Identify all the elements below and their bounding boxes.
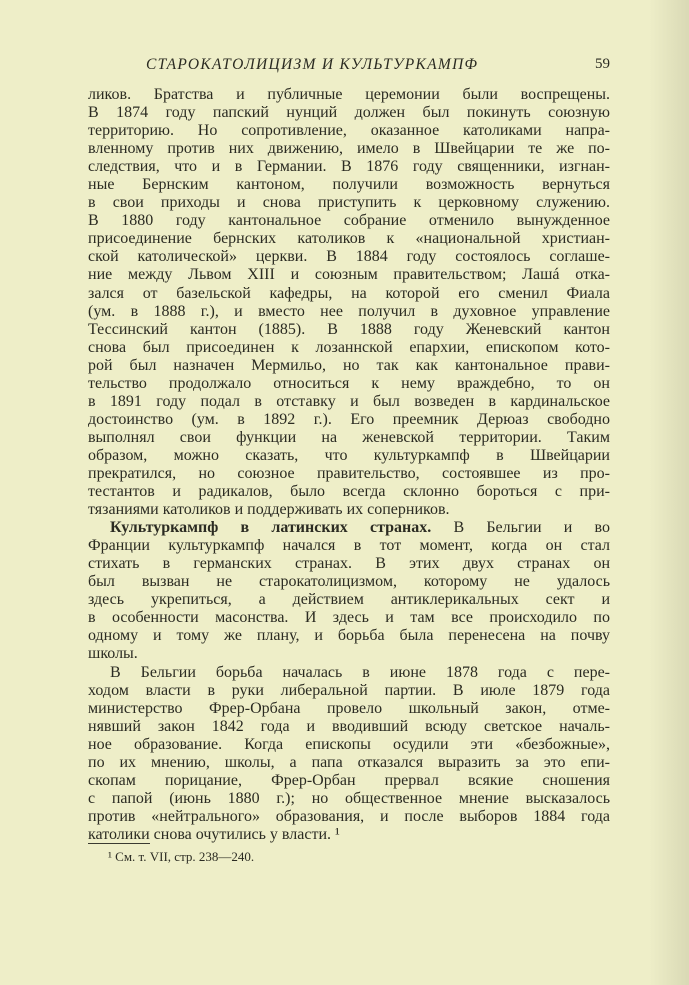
section-heading: Культуркампф в латинских странах.	[110, 519, 432, 537]
text-line: одному и тому же плану, и борьба была перенесена на почву	[88, 627, 610, 645]
text-line: зался от базельской кафедры, на которой его сменил Фиала	[88, 284, 610, 302]
text-line: В 1880 году кантональное собрание отменило вынужденное	[88, 212, 610, 230]
text-line: снова был присоединен к лозаннской епархии, епископом кото-	[88, 338, 610, 356]
text-line: ное образование. Когда епископы осудили эти «безбожные»,	[88, 735, 610, 753]
paragraph	[88, 664, 610, 844]
paragraph	[88, 519, 610, 663]
page-number: 59	[595, 56, 610, 72]
text-line: ходом власти в руки либеральной партии. В июле 1879 года	[88, 681, 610, 699]
text-line: министерство Фрер-Орбана провело школьный закон, отме-	[88, 699, 610, 717]
text-line: В 1874 году папский нунций должен был покинуть союзную	[88, 104, 610, 122]
text-line: нявший закон 1842 года и вводивший всюду светское началь-	[88, 717, 610, 735]
text-line: образом, можно сказать, что культуркампф в Швейцарии	[88, 446, 610, 464]
text-line: территорию. Но сопротивление, оказанное католиками напра-	[88, 122, 610, 140]
text-line: в свои приходы и снова приступить к церковному служению.	[88, 194, 610, 212]
paragraph	[88, 86, 610, 519]
text-line: Франции культуркампф начался в тот момент, когда он стал	[88, 537, 610, 555]
text-line: выполнял свои функции на женевской территории. Таким	[88, 428, 610, 446]
text-line: в особенности масонства. И здесь и там все происходило по	[88, 609, 610, 627]
running-title: СТАРОКАТОЛИЦИЗМ И КУЛЬТУРКАМПФ	[146, 56, 479, 73]
footnote-rule	[88, 843, 150, 844]
text-line: в 1891 году подал в отставку и был возведен в кардинальское	[88, 392, 610, 410]
text-line: достоинство (ум. в 1892 г.). Его преемник Дерюаз свободно	[88, 410, 610, 428]
text-line: Тессинский кантон (1885). В 1888 году Женевский кантон	[88, 320, 610, 338]
text-line: католики снова очутились у власти. ¹	[88, 825, 340, 843]
text-line	[88, 519, 610, 537]
text-line: скопам порицание, Фрер-Орбан прервал всякие сношения	[88, 771, 610, 789]
text-line-rest: В Бельгии и во	[431, 519, 611, 537]
text-line: следствия, что и в Германии. В 1876 году священники, изгнан-	[88, 158, 610, 176]
running-header	[88, 56, 610, 78]
footnote: ¹ См. т. VII, стр. 238—240.	[108, 849, 255, 864]
text-line: В Бельгии борьба началась в июне 1878 года с пере-	[110, 663, 610, 681]
text-line: с папой (июнь 1880 г.); но общественное мнение высказалось	[88, 789, 610, 807]
text-line: стихать в германских странах. В этих двух странах он	[88, 555, 610, 573]
text-line: по их мнению, школы, а папа отказался выразить за это епи-	[88, 753, 610, 771]
text-line: ние между Львом XIII и союзным правительством; Лашá отка-	[88, 266, 610, 284]
text-line: против «нейтрального» образования, и после выборов 1884 года	[88, 807, 610, 825]
page-edge-shadow	[649, 0, 689, 985]
text-line: присоединение бернских католиков к «национальной христиан-	[88, 230, 610, 248]
text-line: ской католической» церкви. В 1884 году состоялось соглаше-	[88, 248, 610, 266]
text-line: вленному против них движению, имело в Швейцарии те же по-	[88, 140, 610, 158]
text-line: здесь укрепиться, а действием антиклерикальных сект и	[88, 591, 610, 609]
text-line: тестантов и радикалов, было всегда склонно бороться с при-	[88, 483, 610, 501]
body-text	[88, 86, 610, 844]
text-line: (ум. в 1888 г.), и вместо нее получил в духовное управление	[88, 302, 610, 320]
text-line: прекратился, но союзное правительство, состоявшее из про-	[88, 464, 610, 482]
text-line: тельство продолжало относиться к нему враждебно, то он	[88, 374, 610, 392]
text-line: ные Бернским кантоном, получили возможность вернуться	[88, 176, 610, 194]
text-line: был вызван не старокатолицизмом, которому не удалось	[88, 573, 610, 591]
text-line: ликов. Братства и публичные церемонии были воспрещены.	[88, 86, 610, 103]
text-line: рой был назначен Мермильо, но так как кантональное прави-	[88, 356, 610, 374]
text-line: школы.	[88, 645, 138, 663]
text-line: тязаниями католиков и поддерживать их соперников.	[88, 501, 450, 519]
